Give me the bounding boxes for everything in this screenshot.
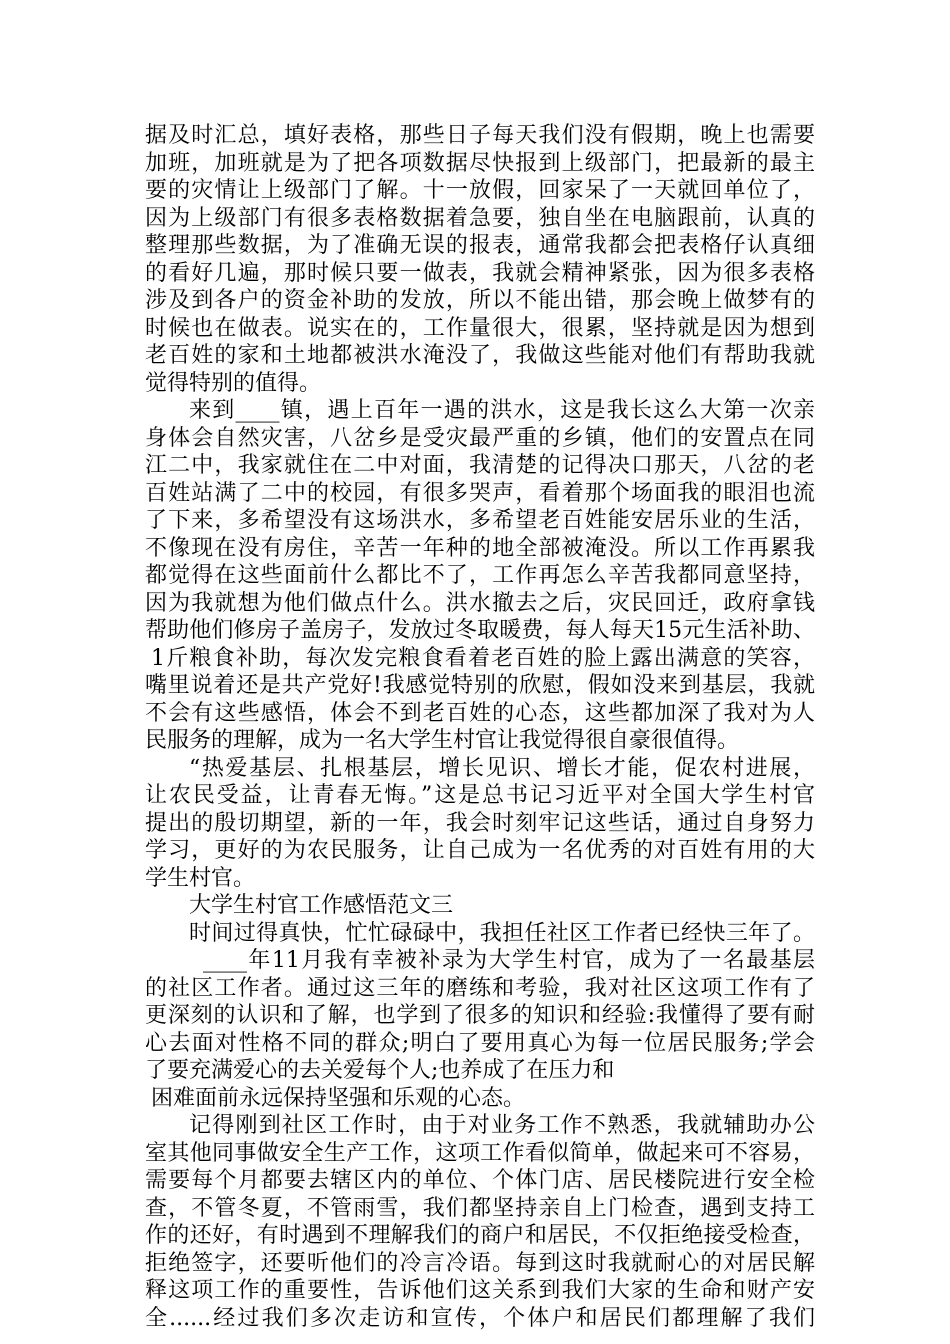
text-line: 更深刻的认识和了解，也学到了很多的知识和经验:我懂得了要有耐 <box>145 1003 815 1028</box>
text-line: 的社区工作者。通过这三年的磨练和考验，我对社区这项工作有了 <box>145 975 815 1001</box>
text-line: 涉及到各户的资金补助的发放，所以不能出错，那会晚上做梦有的 <box>145 288 815 313</box>
text-line: 老百姓的家和土地都被洪水淹没了，我做这些能对他们有帮助我就 <box>145 343 815 368</box>
text-line: 因为上级部门有很多表格数据着急要，独自坐在电脑跟前，认真的 <box>145 205 815 231</box>
text-line: 江二中，我家就住在二中对面，我清楚的记得决口那天，八岔的老 <box>145 453 815 478</box>
text-line: 时候也在做表。说实在的，工作量很大，很累，坚持就是因为想到 <box>145 315 815 341</box>
text-line: 民服务的理解，成为一名大学生村官让我觉得很自豪很值得。 <box>145 728 740 753</box>
text-line: 不像现在没有房住，辛苦一年种的地全部被淹没。所以工作再累我 <box>145 535 815 561</box>
paragraph-first-line: 来到____镇，遇上百年一遇的洪水，这是我长这么大第一次亲 <box>189 398 815 423</box>
section-heading: 大学生村官工作感悟范文三 <box>189 893 454 918</box>
text-line: 的看好几遍，那时候只要一做表，我就会精神紧张，因为很多表格 <box>145 260 815 286</box>
text-line: 释这项工作的重要性，告诉他们这关系到我们大家的生命和财产安 <box>145 1278 815 1303</box>
document-page <box>145 122 815 1332</box>
paragraph-first-line: “热爱基层、扎根基层，增长见识、增长才能，促农村进展， <box>189 755 815 781</box>
paragraph-first-line: 记得刚到社区工作时，由于对业务工作不熟悉，我就辅助办公 <box>189 1113 815 1138</box>
text-line: 嘴里说着还是共产党好!我感觉特别的欣慰，假如没来到基层，我就 <box>145 673 815 698</box>
text-line: 都觉得在这些面前什么都比不了，工作再怎么辛苦我都同意坚持， <box>145 563 815 588</box>
text-line: 不会有这些感悟，体会不到老百姓的心态，这些都加深了我对为人 <box>145 700 815 726</box>
text-line: 百姓站满了二中的校园，有很多哭声，看着那个场面我的眼泪也流 <box>145 480 815 506</box>
text-line: 1斤粮食补助，每次发完粮食看着老百姓的脸上露出满意的笑容， <box>151 645 815 671</box>
text-line: 让农民受益，让青春无悔。”这是总书记习近平对全国大学生村官 <box>145 783 815 808</box>
text-line: 需要每个月都要去辖区内的单位、个体门店、居民楼院进行安全检 <box>145 1168 815 1193</box>
text-line: 提出的殷切期望，新的一年，我会时刻牢记这些话，通过自身努力 <box>145 810 815 836</box>
text-line: 学习，更好的为农民服务，让自己成为一名优秀的对百姓有用的大 <box>145 838 815 863</box>
text-line: 了下来，多希望没有这场洪水，多希望老百姓能安居乐业的生活， <box>145 508 815 533</box>
text-line: 了要充满爱心的去关爱每个人;也养成了在压力和 <box>145 1058 615 1083</box>
text-line: 室其他同事做安全生产工作，这项工作看似简单，做起来可不容易， <box>145 1140 815 1166</box>
text-line: 全......经过我们多次走访和宣传，个体户和居民们都理解了我们 <box>145 1305 815 1331</box>
text-line: 据及时汇总，填好表格，那些日子每天我们没有假期，晚上也需要 <box>145 123 815 148</box>
text-line: 加班，加班就是为了把各项数据尽快报到上级部门，把最新的最主 <box>145 150 815 176</box>
text-line: 作的还好，有时遇到不理解我们的商户和居民，不仅拒绝接受检查， <box>145 1223 815 1248</box>
text-line: 帮助他们修房子盖房子，发放过冬取暖费，每人每天15元生活补助、 <box>145 618 815 643</box>
text-line: 困难面前永远保持坚强和乐观的心态。 <box>151 1085 526 1111</box>
text-line: 整理那些数据，为了准确无误的报表，通常我都会把表格仔认真细 <box>145 233 815 258</box>
text-line: 心去面对性格不同的群众;明白了要用真心为每一位居民服务;学会 <box>145 1030 815 1056</box>
text-line: 拒绝签字，还要听他们的冷言冷语。每到这时我就耐心的对居民解 <box>145 1250 815 1276</box>
text-line: 学生村官。 <box>145 865 256 891</box>
text-line: 因为我就想为他们做点什么。洪水撤去之后，灾民回迁，政府拿钱 <box>145 590 815 616</box>
paragraph-first-line: 时间过得真快，忙忙碌碌中，我担任社区工作者已经快三年了。 <box>189 920 815 946</box>
text-line: 身体会自然灾害，八岔乡是受灾最严重的乡镇，他们的安置点在同 <box>145 425 815 451</box>
text-line: 觉得特别的值得。 <box>145 370 322 396</box>
text-line: 查，不管冬夏，不管雨雪，我们都坚持亲自上门检查，遇到支持工 <box>145 1195 815 1221</box>
text-line: 要的灾情让上级部门了解。十一放假，回家呆了一天就回单位了， <box>145 178 815 203</box>
paragraph-first-line: ____年11月我有幸被补录为大学生村官，成为了一名最基层 <box>203 948 815 973</box>
